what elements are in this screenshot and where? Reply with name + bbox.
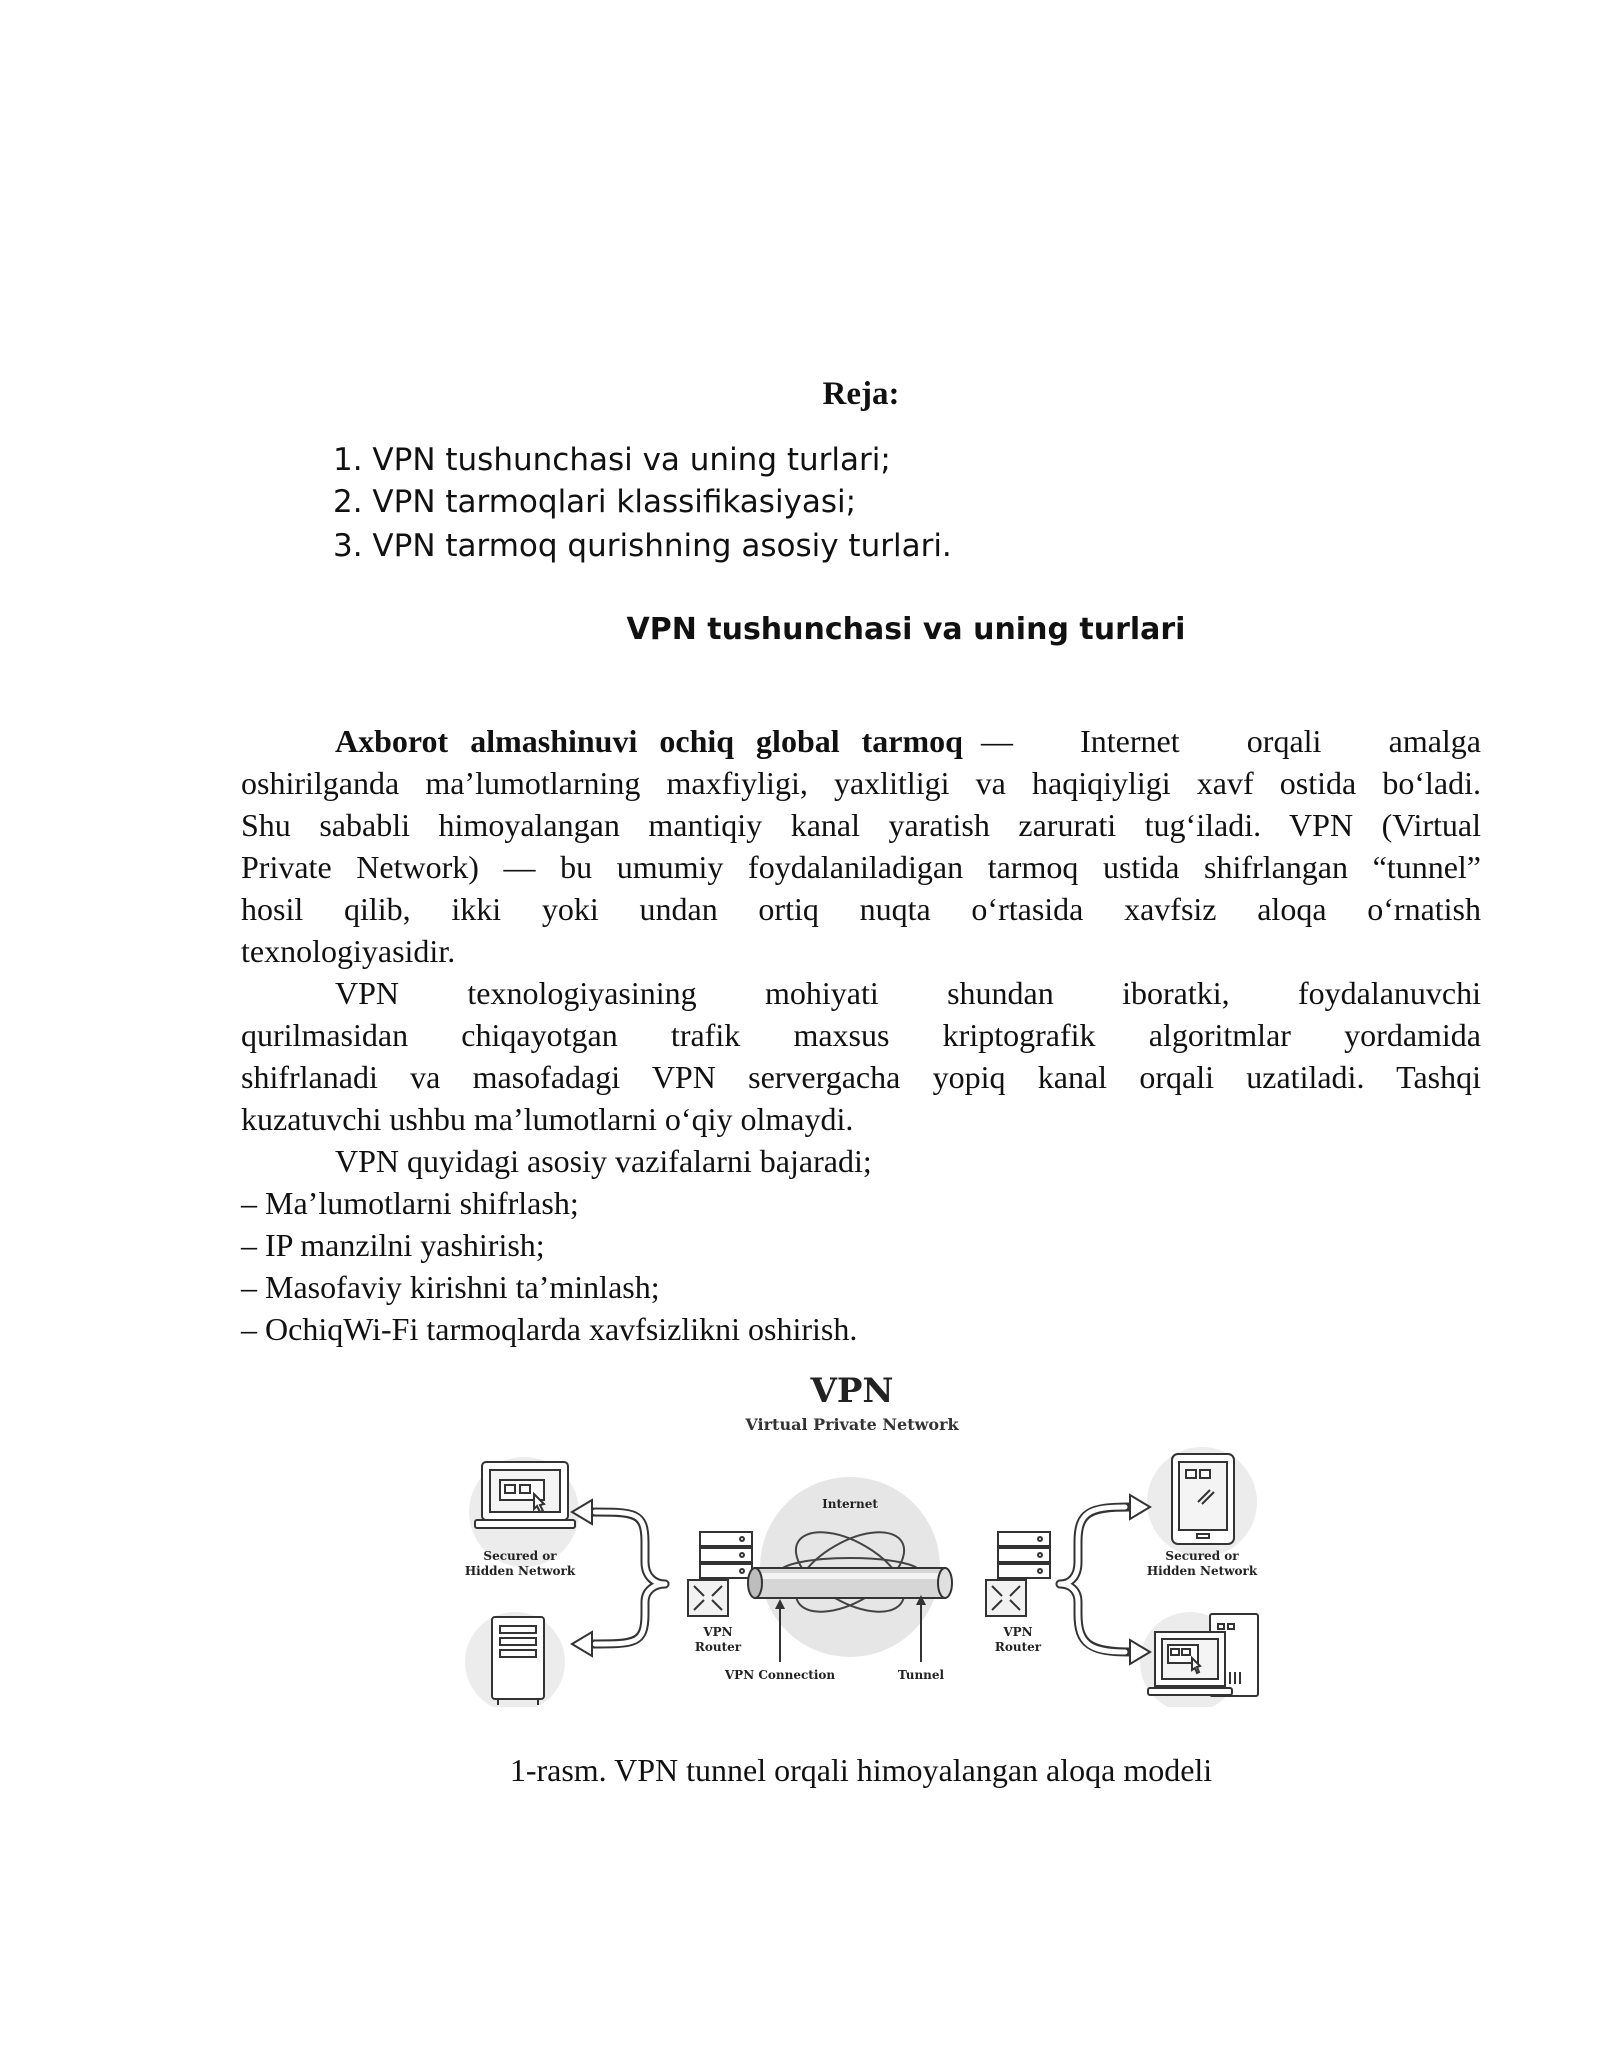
server-icon [492, 1617, 544, 1705]
plan-item-1: 1. VPN tushunchasi va uning turlari; [333, 442, 891, 478]
laptop-icon [475, 1462, 575, 1528]
diagram-title: VPN [810, 1371, 894, 1411]
right-network-label: Secured or [1165, 1549, 1239, 1563]
paragraph1-first-line [335, 720, 1481, 762]
arrow-head-icon [572, 1632, 592, 1656]
function-item: – Ma’lumotlarni shifrlash; [241, 1185, 579, 1221]
left-router-icon [688, 1532, 752, 1616]
paragraph1-bold-lead: Axborot almashinuvi ochiq global tarmoq [335, 723, 963, 759]
right-router-label: VPN [1003, 1625, 1033, 1639]
left-network-label: Secured or [483, 1549, 557, 1563]
right-router-icon [986, 1532, 1050, 1616]
right-arrows-inner [1060, 1507, 1125, 1652]
function-item: – Masofaviy kirishni ta’minlash; [241, 1269, 660, 1305]
paragraph1-lead-rest: — Internet orqali amalga [980, 723, 1481, 759]
diagram-subtitle: Virtual Private Network [745, 1415, 959, 1434]
tunnel-label: Tunnel [897, 1668, 945, 1682]
right-network-label: Hidden Network [1146, 1564, 1258, 1578]
paragraph1-line: hosil qilib, ikki yoki undan ortiq nuqta o‘rtasida xavfsiz aloqa o‘rnatish [241, 891, 1481, 927]
section-heading: VPN tushunchasi va uning turlari [626, 612, 1186, 647]
plan-item-3: 3. VPN tarmoq qurishning asosiy turlari. [333, 528, 952, 564]
left-router-label: VPN [703, 1625, 733, 1639]
paragraph1-line: oshirilganda ma’lumotlarning maxfiyligi, yaxlitligi va haqiqiyligi xavf ostida bo‘ladi. [241, 765, 1481, 801]
paragraph1-line: texnologiyasidir. [241, 933, 456, 969]
functions-intro: VPN quyidagi asosiy vazifalarni bajaradi; [335, 1143, 872, 1179]
paragraph2-line: qurilmasidan chiqayotgan trafik maxsus kriptografik algoritmlar yordamida [241, 1017, 1481, 1053]
paragraph1-line: Private Network) — bu umumiy foydalaniladigan tarmoq ustida shifrlangan “tunnel” [241, 849, 1481, 885]
vpn-connection-label: VPN Connection [724, 1668, 836, 1682]
function-item: – OchiqWi-Fi tarmoqlarda xavfsizlikni oshirish. [241, 1311, 858, 1347]
left-network-label: Hidden Network [464, 1564, 576, 1578]
function-item: – IP manzilni yashirish; [241, 1227, 545, 1263]
vpn-diagram [450, 1362, 1270, 1707]
tablet-icon [1172, 1454, 1234, 1544]
paragraph2-line: shifrlanadi va masofadagi VPN servergacha yopiq kanal orqali uzatiladi. Tashqi [241, 1059, 1481, 1095]
left-router-label: Router [694, 1640, 742, 1654]
plan-item-2: 2. VPN tarmoqlari klassifikasiyasi; [333, 484, 857, 520]
paragraph2-line: kuzatuvchi ushbu ma’lumotlarni o‘qiy olmaydi. [241, 1101, 854, 1137]
plan-title: Reja: [822, 376, 900, 412]
right-router-label: Router [994, 1640, 1042, 1654]
paragraph2-line: VPN texnologiyasining mohiyati shundan iboratki, foydalanuvchi [335, 975, 1481, 1011]
arrow-head-icon [1130, 1495, 1150, 1519]
paragraph1-line: Shu sababli himoyalangan mantiqiy kanal yaratish zarurati tug‘iladi. VPN (Virtual [241, 807, 1481, 843]
figure-caption: 1-rasm. VPN tunnel orqali himoyalangan aloqa modeli [509, 1752, 1213, 1788]
internet-label: Internet [822, 1497, 878, 1511]
tunnel-pipe-icon [748, 1568, 952, 1598]
